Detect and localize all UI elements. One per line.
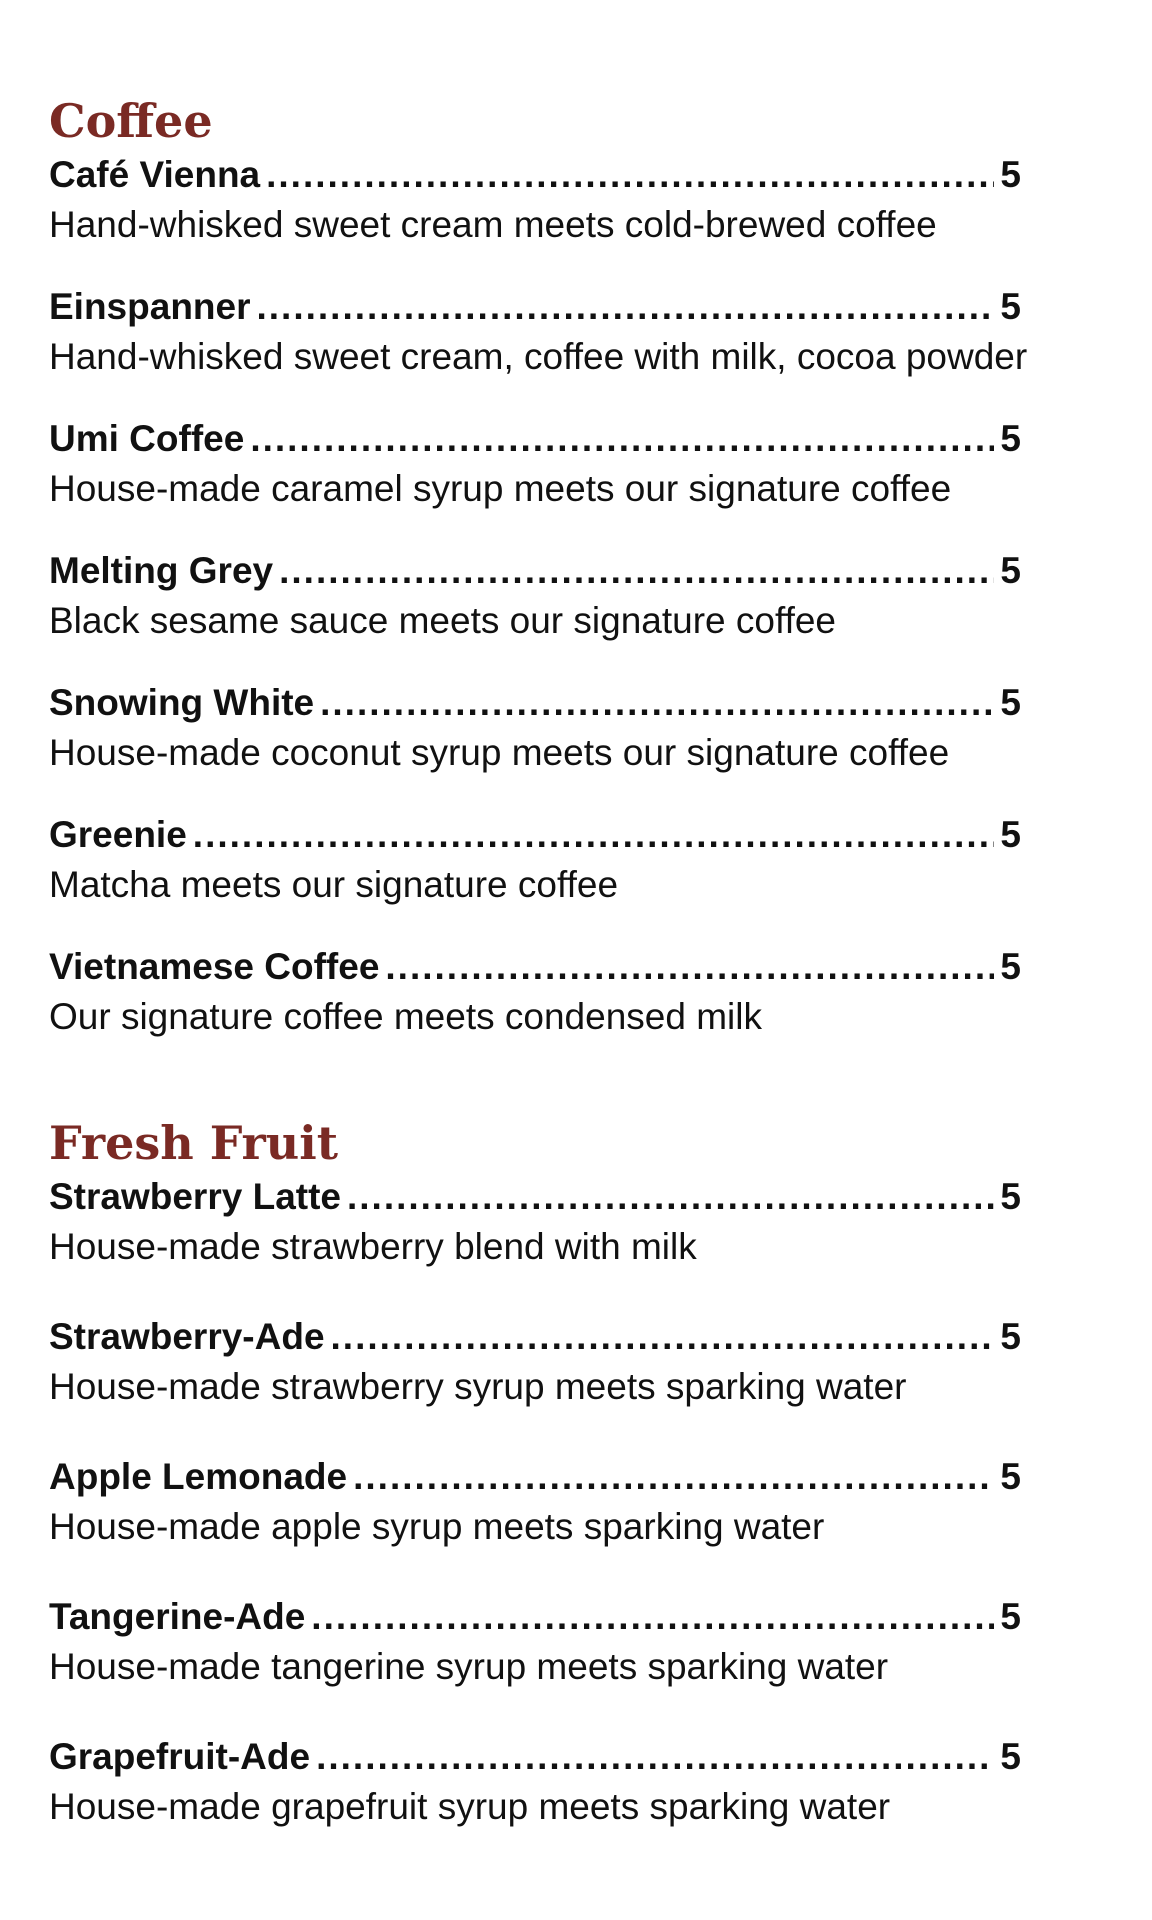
item-name: Umi Coffee — [49, 418, 245, 459]
item-description: House-made apple syrup meets sparking water — [49, 1506, 825, 1547]
item-name: Café Vienna — [49, 154, 261, 195]
item-name: Tangerine-Ade — [49, 1596, 306, 1637]
section-title: Coffee — [49, 94, 213, 148]
menu-list — [49, 1172, 1109, 1872]
menu-page — [49, 92, 1109, 1872]
item-name: Greenie — [49, 814, 187, 855]
section-fresh-fruit — [49, 1114, 1109, 1872]
menu-item — [49, 282, 1109, 414]
item-name: Melting Grey — [49, 550, 274, 591]
dot-leader — [250, 414, 994, 464]
item-price: 5 — [1000, 1176, 1021, 1217]
menu-item — [49, 150, 1109, 282]
dot-leader — [279, 546, 994, 596]
menu-item-row — [49, 942, 1021, 992]
item-description: House-made tangerine syrup meets sparking water — [49, 1646, 889, 1687]
menu-item — [49, 546, 1109, 678]
dot-leader — [311, 1592, 994, 1642]
dot-leader — [266, 150, 994, 200]
menu-item-row — [49, 1592, 1021, 1642]
menu-list — [49, 150, 1109, 1074]
item-price: 5 — [1000, 1596, 1021, 1637]
menu-item-row — [49, 1732, 1021, 1782]
item-name: Strawberry-Ade — [49, 1316, 325, 1357]
item-price: 5 — [1000, 550, 1021, 591]
item-price: 5 — [1000, 946, 1021, 987]
menu-item-row — [49, 282, 1021, 332]
menu-item-row — [49, 1312, 1021, 1362]
item-description: House-made grapefruit syrup meets sparking water — [49, 1786, 891, 1827]
dot-leader — [316, 1732, 994, 1782]
menu-item — [49, 1172, 1109, 1312]
item-description: House-made strawberry syrup meets sparking water — [49, 1366, 907, 1407]
item-description: House-made caramel syrup meets our signature coffee — [49, 468, 952, 509]
item-description: Hand-whisked sweet cream meets cold-brewed coffee — [49, 204, 937, 245]
item-price: 5 — [1000, 418, 1021, 459]
menu-item — [49, 414, 1109, 546]
dot-leader — [257, 282, 995, 332]
menu-item — [49, 1312, 1109, 1452]
item-description: Our signature coffee meets condensed milk — [49, 996, 762, 1037]
item-price: 5 — [1000, 1736, 1021, 1777]
menu-item-row — [49, 1452, 1021, 1502]
menu-item-row — [49, 546, 1021, 596]
item-description: House-made strawberry blend with milk — [49, 1226, 697, 1267]
item-name: Apple Lemonade — [49, 1456, 348, 1497]
item-name: Einspanner — [49, 286, 251, 327]
section-title: Fresh Fruit — [49, 1116, 338, 1170]
menu-item — [49, 942, 1109, 1074]
item-price: 5 — [1000, 682, 1021, 723]
dot-leader — [320, 678, 994, 728]
menu-item — [49, 678, 1109, 810]
menu-item — [49, 1732, 1109, 1872]
item-name: Strawberry Latte — [49, 1176, 341, 1217]
menu-item-row — [49, 414, 1021, 464]
item-description: Hand-whisked sweet cream, coffee with milk, cocoa powder — [49, 336, 1028, 377]
item-description: Matcha meets our signature coffee — [49, 864, 619, 905]
item-price: 5 — [1000, 814, 1021, 855]
menu-item-row — [49, 810, 1021, 860]
dot-leader — [331, 1312, 995, 1362]
menu-item-row — [49, 678, 1021, 728]
item-name: Vietnamese Coffee — [49, 946, 380, 987]
item-price: 5 — [1000, 1456, 1021, 1497]
item-name: Grapefruit-Ade — [49, 1736, 311, 1777]
item-description: Black sesame sauce meets our signature coffee — [49, 600, 837, 641]
item-price: 5 — [1000, 286, 1021, 327]
dot-leader — [347, 1172, 994, 1222]
menu-item — [49, 810, 1109, 942]
menu-item-row — [49, 150, 1021, 200]
section-coffee — [49, 92, 1109, 1074]
menu-item-row — [49, 1172, 1021, 1222]
dot-leader — [193, 810, 995, 860]
item-price: 5 — [1000, 154, 1021, 195]
item-description: House-made coconut syrup meets our signature coffee — [49, 732, 950, 773]
item-price: 5 — [1000, 1316, 1021, 1357]
dot-leader — [353, 1452, 994, 1502]
dot-leader — [385, 942, 994, 992]
item-name: Snowing White — [49, 682, 315, 723]
menu-item — [49, 1452, 1109, 1592]
menu-item — [49, 1592, 1109, 1732]
